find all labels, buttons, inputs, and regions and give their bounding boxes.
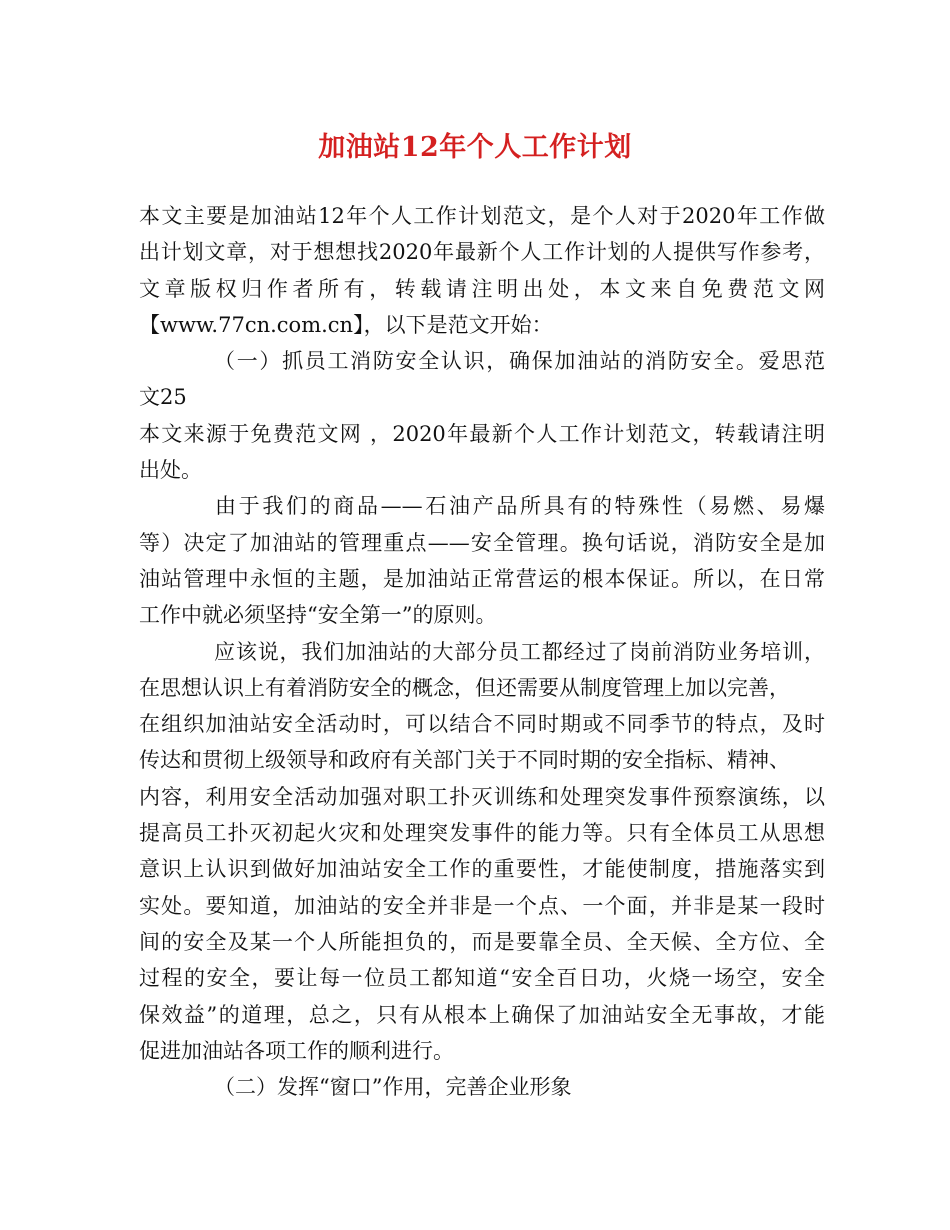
body-line: 等）决定了加油站的管理重点——安全管理。换句话说，消防安全是加 [139,530,825,555]
body-line: （一）抓员工消防安全认识，确保加油站的消防安全。爱思范 [214,349,825,374]
body-line: 文25 [139,385,187,410]
body-line: 油站管理中永恒的主题，是加油站正常营运的根本保证。所以，在日常 [139,566,825,591]
body-line: 由于我们的商品——石油产品所具有的特殊性（易燃、易爆 [215,494,825,519]
body-line: 工作中就必须坚持“安全第一”的原则。 [139,603,497,628]
body-line: 提高员工扑灭初起火灾和处理突发事件的能力等。只有全体员工从思想 [139,821,825,846]
body-line: 在思想认识上有着消防安全的概念，但还需要从制度管理上加以完善， [139,675,790,700]
document-body [139,198,825,1105]
body-line: 保效益”的道理，总之，只有从根本上确保了加油站安全无事故，才能 [139,1002,825,1027]
body-line: 出计划文章，对于想想找2020年最新个人工作计划的人提供写作参考， [139,240,825,265]
body-line: 出处。 [139,458,202,483]
body-line: 过程的安全，要让每一位员工都知道“安全百日功，火烧一场空，安全 [139,966,825,991]
body-line: （二）发挥“窗口”作用，完善企业形象 [214,1075,572,1100]
body-line: 意识上认识到做好加油站安全工作的重要性，才能使制度，措施落实到 [139,857,825,882]
body-line: 本文主要是加油站12年个人工作计划范文，是个人对于2020年工作做 [139,204,825,228]
document-title: 加油站12年个人工作计划 [318,132,632,163]
body-line: 本文来源于免费范文网 ，2020年最新个人工作计划范文，转载请注明 [139,421,825,446]
body-line: 传达和贯彻上级领导和政府有关部门关于不同时期的安全指标、精神、 [139,748,790,773]
body-line: 【www.77cn.com.cn】，以下是范文开始： [139,312,553,337]
body-line: 文章版权归作者所有，转载请注明出处，本文来自免费范文网 [139,276,825,301]
body-line: 间的安全及某一个人所能担负的，而是要靠全员、全天候、全方位、全 [139,929,825,954]
body-line: 应该说，我们加油站的大部分员工都经过了岗前消防业务培训， [214,639,825,664]
body-line: 实处。要知道，加油站的安全并非是一个点、一个面，并非是某一段时 [139,893,825,918]
body-line: 促进加油站各项工作的顺利进行。 [139,1038,454,1063]
body-line: 在组织加油站安全活动时，可以结合不同时期或不同季节的特点，及时 [139,712,825,737]
body-line: 内容，利用安全活动加强对职工扑灭训练和处理突发事件预察演练，以 [139,784,825,809]
